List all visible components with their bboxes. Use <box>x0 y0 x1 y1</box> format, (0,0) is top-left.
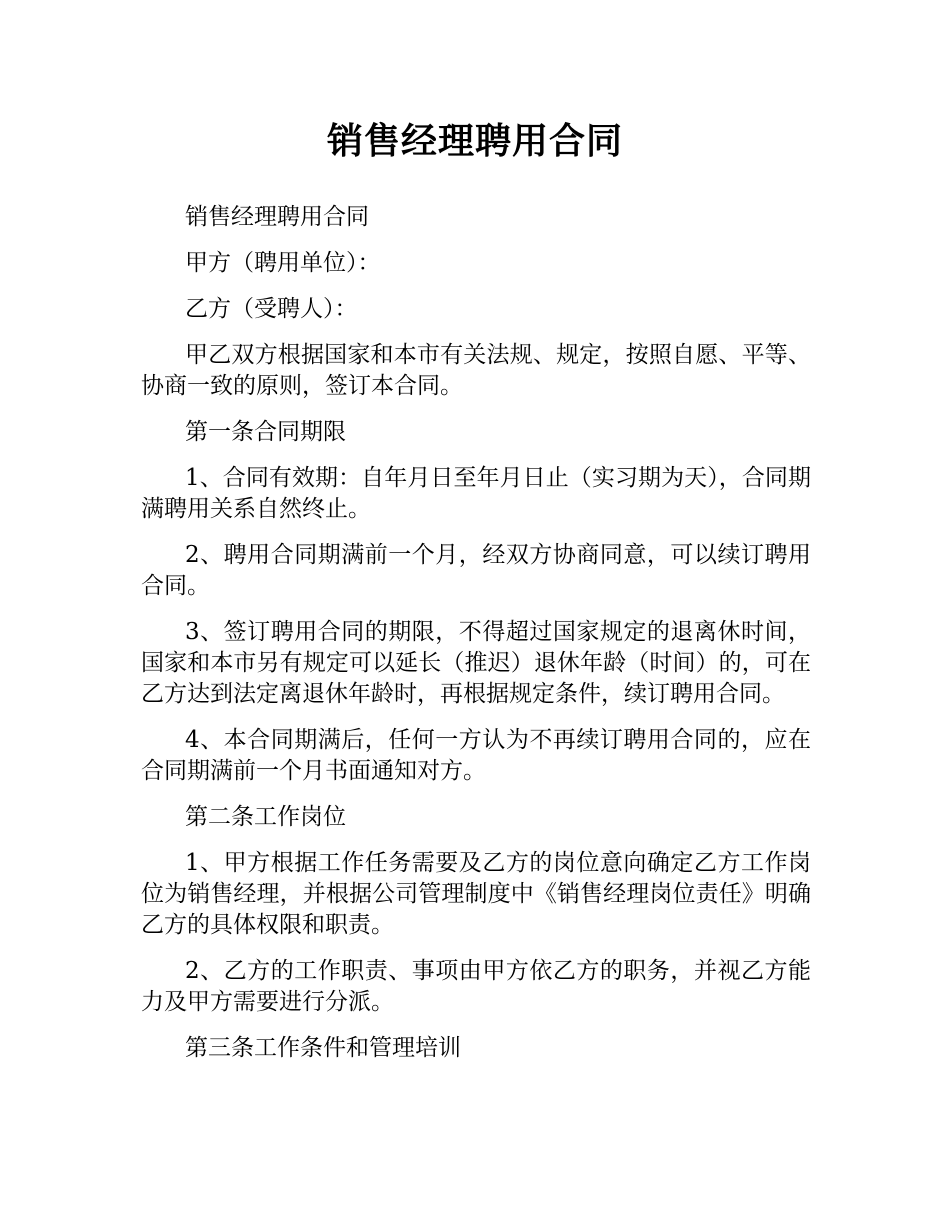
clause-1-4: 4、本合同期满后，任何一方认为不再续订聘用合同的，应在合同期满前一个月书面通知对方。 <box>141 727 811 784</box>
clause-2-1: 1、甲方根据工作任务需要及乙方的岗位意向确定乙方工作岗位为销售经理，并根据公司管理制度中《销售经理岗位责任》明确乙方的具体权限和职责。 <box>141 850 811 938</box>
document-title: 销售经理聘用合同 <box>326 121 623 162</box>
clause-1-3: 3、签订聘用合同的期限，不得超过国家规定的退离休时间，国家和本市另有规定可以延长（推迟）退休年龄（时间）的，可在乙方达到法定离退休年龄时，再根据规定条件，续订聘用合同。 <box>141 619 811 707</box>
clause-1-2: 2、聘用合同期满前一个月，经双方协商同意，可以续订聘用合同。 <box>141 542 811 599</box>
section-heading-3: 第三条工作条件和管理培训 <box>185 1035 461 1061</box>
paragraph-party-a: 甲方（聘用单位）： <box>185 250 381 276</box>
section-heading-1: 第一条合同期限 <box>185 419 346 445</box>
document-body <box>141 202 811 1079</box>
clause-2-2: 2、乙方的工作职责、事项由甲方依乙方的职务，并视乙方能力及甲方需要进行分派。 <box>141 958 811 1015</box>
section-heading-2: 第二条工作岗位 <box>185 804 346 830</box>
clause-1-1: 1、合同有效期：自年月日至年月日止（实习期为天），合同期满聘用关系自然终止。 <box>141 465 811 522</box>
paragraph-preamble: 甲乙双方根据国家和本市有关法规、规定，按照自愿、平等、协商一致的原则，签订本合同。 <box>141 342 811 399</box>
paragraph-heading: 销售经理聘用合同 <box>185 204 369 230</box>
paragraph-party-b: 乙方（受聘人）： <box>185 296 358 322</box>
